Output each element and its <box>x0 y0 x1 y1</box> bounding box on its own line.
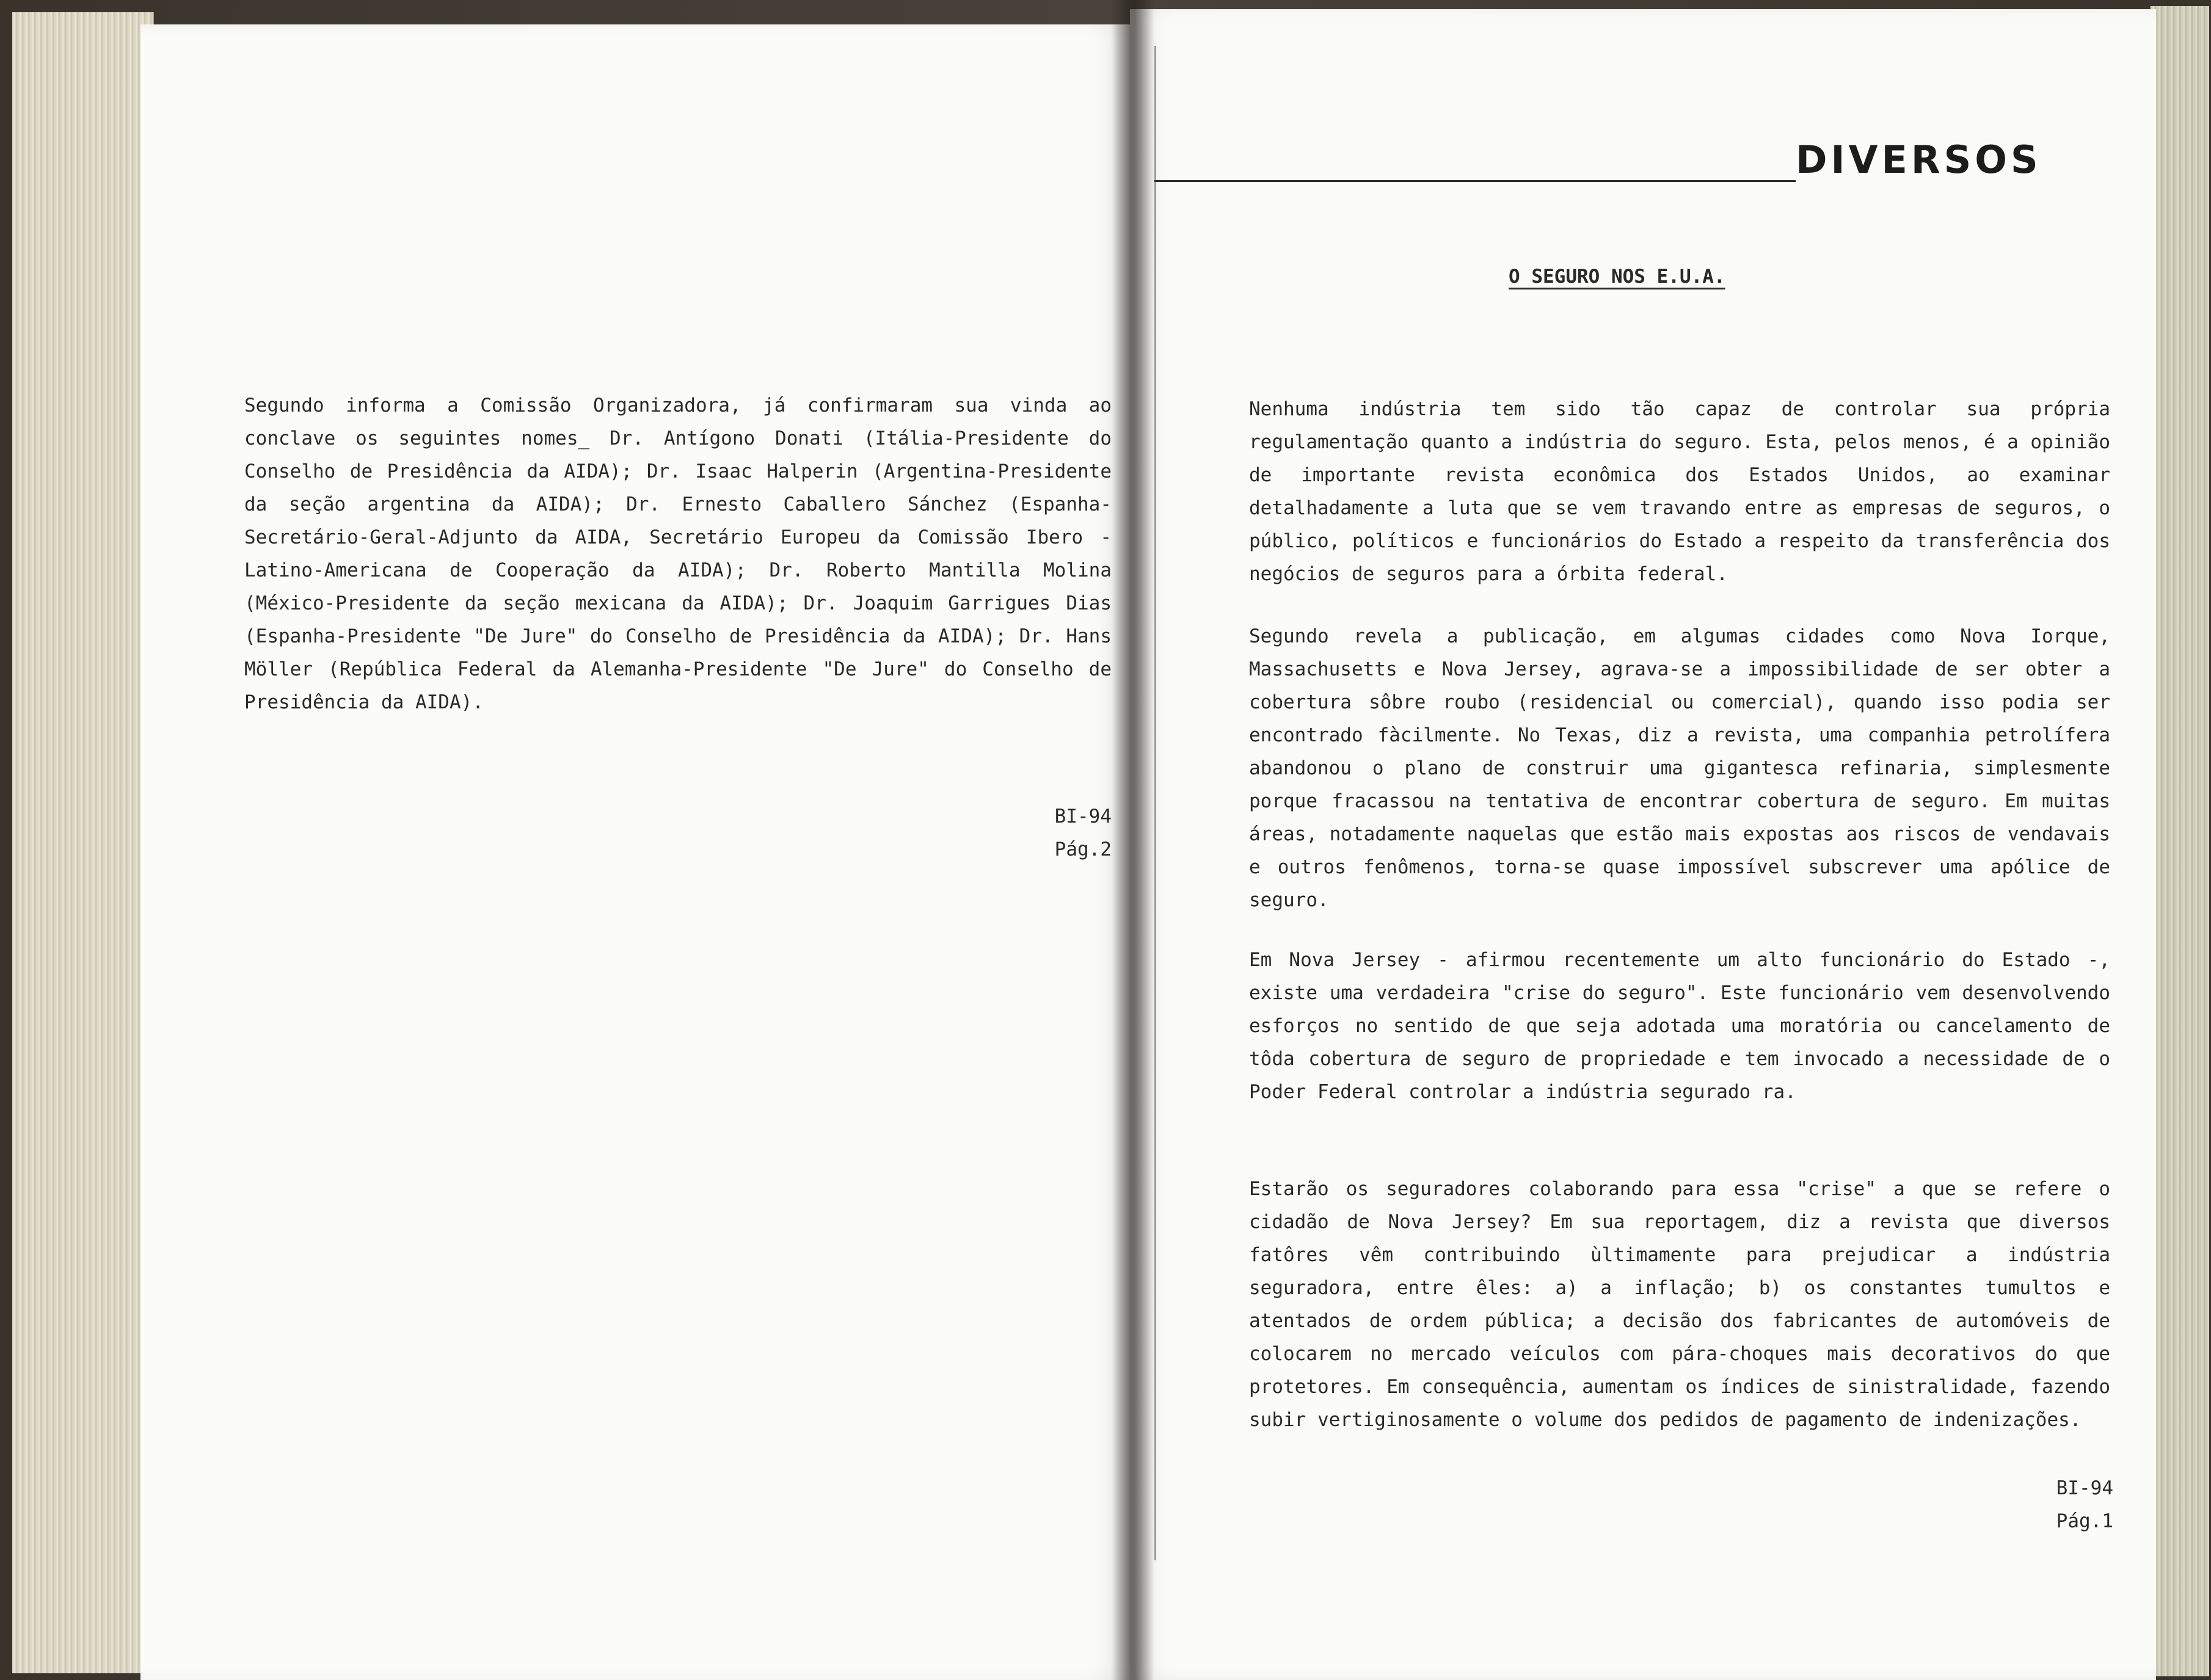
left-page-edges <box>12 12 154 1673</box>
right-page-number: Pág.1 <box>2056 1510 2113 1532</box>
article-paragraph-2: Segundo revela a publicação, em algumas cidades como Nova Iorque, Massachusetts e Nova Jersey, agrava-se a impossibilidade de ser obter a cobertura sôbre roubo (residencial ou comercial), quando isso podia ser encontrado fàcilmente. No Texas, diz a revista, uma companhia petrolífera abandonou o plano de construir uma gigantesca refinaria, simplesmente porque fracassou na tentativa de encontrar cobertura de seguro. Em muitas áreas, notadamente naquelas que estão mais expostas aos riscos de vendavais e outros fenômenos, torna-se quase impossível subscrever uma apólice de seguro. <box>1249 625 2110 911</box>
article-paragraph-3: Em Nova Jersey - afirmou recentemente um alto funcionário do Estado -, existe uma verdadeira "crise do seguro". Este funcionário vem desenvolvendo esforços no sentido de que seja adotada uma moratória ou cancelamento de tôda cobertura de seguro de propriedade e tem invocado a necessidade de o Poder Federal controlar a indústria segurado ra. <box>1249 949 2110 1103</box>
article-title: O SEGURO NOS E.U.A. <box>1509 266 1725 288</box>
right-issue-code: BI-94 <box>2056 1477 2113 1499</box>
left-issue-code: BI-94 <box>1054 805 1112 827</box>
book-gutter <box>1112 0 1154 1680</box>
left-page-footer <box>880 800 1112 866</box>
right-page-footer <box>1881 1472 2113 1538</box>
margin-line <box>1154 46 1156 1560</box>
left-page-number: Pág.2 <box>1054 838 1112 860</box>
article-paragraph-4: Estarão os seguradores colaborando para essa "crise" a que se refere o cidadão de Nova Jersey? Em sua reportagem, diz a revista que diversos fatôres vêm contribuindo ùltimamente para prejudicar a indústria seguradora, entre êles: a) a inflação; b) os constantes tumultos e atentados de ordem pública; a decisão dos fabricantes de automóveis de colocarem no mercado veículos com pára-choques mais decorativos do que protetores. Em consequência, aumentam os índices de sinistralidade, fazendo subir vertiginosamente o volume dos pedidos de pagamento de indenizações. <box>1249 1178 2110 1431</box>
right-page-edges <box>2150 6 2209 1676</box>
article-paragraph-1: Nenhuma indústria tem sido tão capaz de controlar sua própria regulamentação quanto a indústria do seguro. Esta, pelos menos, é a opinião de importante revista econômica dos Estados Unidos, ao examinar detalhadamente a luta que se vem travando entre as empresas de seguros, o público, políticos e funcionários do Estado a respeito da transferência dos negócios de seguros para a órbita federal. <box>1249 398 2110 585</box>
left-page-paragraph: Segundo informa a Comissão Organizadora, já confirmaram sua vinda ao conclave os seguintes nomes_ Dr. Antígono Donati (Itália-Presidente do Conselho de Presidência da AIDA); Dr. Isaac Halperin (Argentina-Presidente da seção argentina da AIDA); Dr. Ernesto Caballero Sánchez (Espanha-Secretário-Geral-Adjunto da AIDA, Secretário Europeu da Comissão Ibero - Latino-Americana de Cooperação da AIDA); Dr. Roberto Mantilla Molina (México-Presidente da seção mexicana da AIDA); Dr. Joaquim Garrigues Dias (Espanha-Presidente "De Jure" do Conselho de Presidência da AIDA); Dr. Hans Möller (República Federal da Alemanha-Presidente "De Jure" do Conselho de Presidência da AIDA). <box>244 395 1112 713</box>
left-page <box>140 24 1130 1680</box>
section-label: DIVERSOS <box>1796 137 2042 182</box>
header-rule <box>1154 180 1796 182</box>
right-page <box>1130 9 2156 1680</box>
